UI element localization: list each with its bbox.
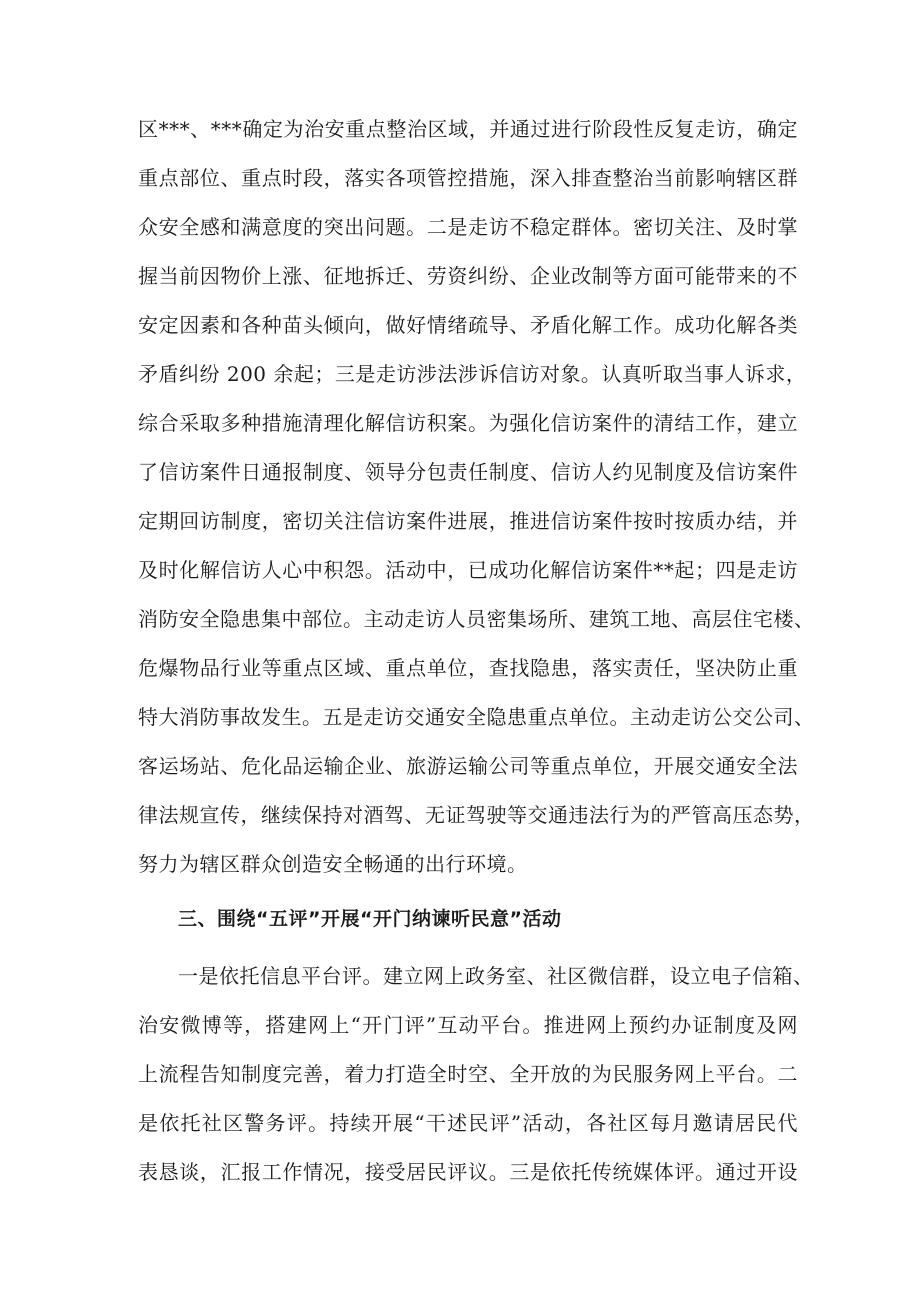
- body-line-last: 努力为辖区群众创造安全畅通的出行环境。: [138, 852, 528, 876]
- body-line: 客运场站、危化品运输企业、旅游运输公司等重点单位，开展交通安全法: [138, 754, 798, 778]
- body-line: 众安全感和满意度的突出问题。二是走访不稳定群体。密切关注、及时掌: [138, 215, 798, 239]
- body-line: 律法规宣传，继续保持对酒驾、无证驾驶等交通违法行为的严管高压态势，: [138, 803, 815, 827]
- body-line: 定期回访制度，密切关注信访案件进展，推进信访案件按时按质办结，并: [138, 509, 798, 533]
- body-line: 是依托社区警务评。持续开展“干述民评”活动，各社区每月邀请居民代: [138, 1111, 798, 1135]
- body-line: 消防安全隐患集中部位。主动走访人员密集场所、建筑工地、高层住宅楼、: [138, 607, 815, 631]
- body-line: 了信访案件日通报制度、领导分包责任制度、信访人约见制度及信访案件: [138, 460, 798, 484]
- body-line-first: 一是依托信息平台评。建立网上政务室、社区微信群，设立电子信箱、: [178, 964, 814, 988]
- body-line: 及时化解信访人心中积怨。活动中，已成功化解信访案件**起；四是走访: [138, 558, 798, 582]
- body-line: 区***、***确定为治安重点整治区域，并通过进行阶段性反复走访，确定: [138, 117, 798, 141]
- body-line: 综合采取多种措施清理化解信访积案。为强化信访案件的清结工作，建立: [138, 411, 798, 435]
- section-heading: 三、围绕“五评”开展“开门纳谏听民意”活动: [178, 908, 562, 930]
- body-line: 握当前因物价上涨、征地拆迁、劳资纠纷、企业改制等方面可能带来的不: [138, 264, 798, 288]
- body-line: 上流程告知制度完善，着力打造全时空、全开放的为民服务网上平台。二: [138, 1062, 798, 1086]
- body-line: 安定因素和各种苗头倾向，做好情绪疏导、矛盾化解工作。成功化解各类: [138, 313, 798, 337]
- body-line: 治安微博等，搭建网上“开门评”互动平台。推进网上预约办证制度及网: [138, 1013, 798, 1037]
- body-line: 矛盾纠纷 200 余起；三是走访涉法涉诉信访对象。认真听取当事人诉求，: [138, 362, 807, 386]
- body-line: 特大消防事故发生。五是走访交通安全隐患重点单位。主动走访公交公司、: [138, 705, 815, 729]
- body-line: 重点部位、重点时段，落实各项管控措施，深入排查整治当前影响辖区群: [138, 166, 798, 190]
- body-line: 表恳谈，汇报工作情况，接受居民评议。三是依托传统媒体评。通过开设: [138, 1160, 798, 1184]
- body-line: 危爆物品行业等重点区域、重点单位，查找隐患，落实责任，坚决防止重: [138, 656, 798, 680]
